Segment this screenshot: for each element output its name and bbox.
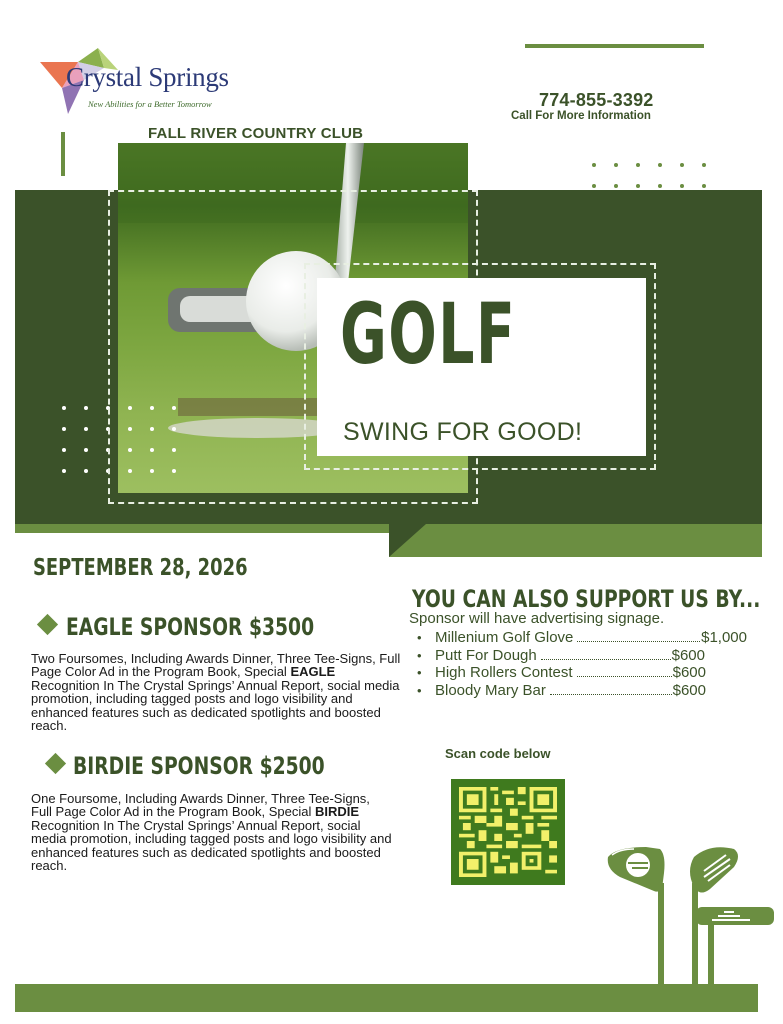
vertical-accent-bar <box>61 132 65 176</box>
support-subheading: Sponsor will have advertising signage. <box>409 610 665 627</box>
event-date: SEPTEMBER 28, 2026 <box>33 555 248 581</box>
list-item: • High Rollers Contest $600 <box>417 664 706 682</box>
speech-tail <box>389 524 426 557</box>
hero-accent-ribbon <box>389 524 762 557</box>
phone-number: 774-855-3392 <box>539 90 654 110</box>
support-heading: YOU CAN ALSO SUPPORT US BY... <box>412 585 761 613</box>
support-options-list <box>417 629 747 700</box>
hero-accent-stripe <box>15 524 389 533</box>
footer-bar <box>15 984 758 1012</box>
phone-caption: Call For More Information <box>511 110 651 122</box>
qr-caption: Scan code below <box>445 746 551 761</box>
eagle-sponsor-heading: EAGLE SPONSOR $3500 <box>66 613 315 641</box>
brand-name: Crystal Springs <box>66 62 229 92</box>
list-item: • Putt For Dough $600 <box>417 646 705 664</box>
dot-leader <box>577 641 700 642</box>
eagle-sponsor-description: Two Foursomes, Including Awards Dinner, Three Tee-Signs, Full Page Color Ad in the Program Book, Special EAGLE Recognition In The Crystal Springs’ Annual Report, social media promotion, including tagged posts and logo visibility and enhanced features such as dedicated spotlights and boosted reach. <box>31 651 401 734</box>
birdie-sponsor-heading: BIRDIE SPONSOR $2500 <box>73 752 325 780</box>
eagle-bold-label: EAGLE <box>290 664 336 680</box>
birdie-sponsor-description: One Foursome, Including Awards Dinner, Three Tee-Signs, Full Page Color Ad in the Program Book, Special BIRDIE Recognition In The Crystal Springs’ Annual Report, social media promotion, including tagged posts and logo visibility and enhanced features such as dedicated spotlights and boosted reach. <box>31 791 392 874</box>
golf-clubs-icon <box>598 843 778 988</box>
venue-name: FALL RIVER COUNTRY CLUB <box>148 125 364 142</box>
event-subtitle: SWING FOR GOOD! <box>343 418 583 446</box>
diamond-bullet-icon <box>37 614 58 635</box>
top-accent-bar <box>525 44 704 48</box>
dot-leader <box>541 659 671 660</box>
birdie-bold-label: BIRDIE <box>314 804 360 820</box>
brand-tagline: New Abilities for a Better Tomorrow <box>88 99 212 109</box>
event-title: GOLF <box>340 285 517 383</box>
qr-code-icon[interactable] <box>451 779 565 885</box>
dot-leader <box>550 694 672 695</box>
list-item: • Bloody Mary Bar $600 <box>417 682 706 700</box>
diamond-bullet-icon <box>45 753 66 774</box>
list-item: • Millenium Golf Glove $1,000 <box>417 629 747 646</box>
dot-leader <box>577 676 672 677</box>
